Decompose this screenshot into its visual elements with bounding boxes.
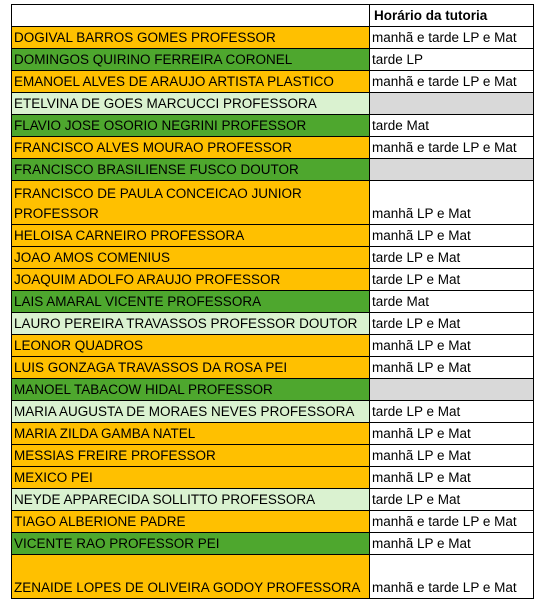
school-name-cell: LEONOR QUADROS [12, 335, 370, 357]
school-name-cell: ETELVINA DE GOES MARCUCCI PROFESSORA [12, 93, 370, 115]
school-name-cell: MARIA ZILDA GAMBA NATEL [12, 423, 370, 445]
tutoring-schedule-cell: manhã LP e Mat [370, 357, 534, 379]
table-header-row [12, 5, 534, 27]
table-row [12, 423, 534, 445]
school-name-cell: FRANCISCO DE PAULA CONCEICAO JUNIOR PROFESSOR [12, 181, 370, 225]
table-row [12, 137, 534, 159]
school-name-cell: EMANOEL ALVES DE ARAUJO ARTISTA PLASTICO [12, 71, 370, 93]
tutoring-schedule-cell: tarde LP e Mat [370, 489, 534, 511]
tutoring-schedule-cell: tarde Mat [370, 291, 534, 313]
header-name-column [12, 5, 370, 27]
table-row [12, 533, 534, 555]
school-name-cell: FRANCISCO ALVES MOURAO PROFESSOR [12, 137, 370, 159]
tutoring-schedule-cell: tarde Mat [370, 115, 534, 137]
school-name-cell: MESSIAS FREIRE PROFESSOR [12, 445, 370, 467]
tutoring-schedule-cell: manhã LP e Mat [370, 181, 534, 225]
tutoring-schedule-cell: tarde LP e Mat [370, 313, 534, 335]
table-body [12, 27, 534, 599]
school-name-cell: DOGIVAL BARROS GOMES PROFESSOR [12, 27, 370, 49]
tutoring-schedule-cell: tarde LP e Mat [370, 401, 534, 423]
school-name-cell: JOAQUIM ADOLFO ARAUJO PROFESSOR [12, 269, 370, 291]
school-name-cell: LAURO PEREIRA TRAVASSOS PROFESSOR DOUTOR [12, 313, 370, 335]
tutoring-schedule-cell: manhã e tarde LP e Mat [370, 27, 534, 49]
table-row [12, 49, 534, 71]
tutoring-schedule-cell: manhã e tarde LP e Mat [370, 71, 534, 93]
table-row [12, 291, 534, 313]
table-row [12, 247, 534, 269]
school-name-cell: MANOEL TABACOW HIDAL PROFESSOR [12, 379, 370, 401]
tutoring-schedule-cell: manhã LP e Mat [370, 423, 534, 445]
table-row [12, 445, 534, 467]
school-name-cell: LUIS GONZAGA TRAVASSOS DA ROSA PEI [12, 357, 370, 379]
tutoring-schedule-cell [370, 379, 534, 401]
school-name-cell: HELOISA CARNEIRO PROFESSORA [12, 225, 370, 247]
table-row [12, 511, 534, 533]
school-name-cell: JOAO AMOS COMENIUS [12, 247, 370, 269]
header-schedule-column: Horário da tutoria [370, 5, 534, 27]
tutoring-schedule-table [11, 4, 534, 599]
school-name-cell: TIAGO ALBERIONE PADRE [12, 511, 370, 533]
school-name-cell: NEYDE APPARECIDA SOLLITTO PROFESSORA [12, 489, 370, 511]
tutoring-schedule-cell [370, 159, 534, 181]
tutoring-schedule-cell: manhã LP e Mat [370, 445, 534, 467]
school-name-cell: MARIA AUGUSTA DE MORAES NEVES PROFESSORA [12, 401, 370, 423]
tutoring-schedule-cell: manhã LP e Mat [370, 335, 534, 357]
tutoring-schedule-cell: tarde LP [370, 49, 534, 71]
table-row [12, 27, 534, 49]
school-name-cell: VICENTE RAO PROFESSOR PEI [12, 533, 370, 555]
table-row [12, 489, 534, 511]
table-row [12, 269, 534, 291]
table-row [12, 115, 534, 137]
table-row [12, 93, 534, 115]
school-name-cell: FLAVIO JOSE OSORIO NEGRINI PROFESSOR [12, 115, 370, 137]
school-name-cell: LAIS AMARAL VICENTE PROFESSORA [12, 291, 370, 313]
tutoring-schedule-cell: manhã LP e Mat [370, 225, 534, 247]
tutoring-schedule-cell: manhã LP e Mat [370, 533, 534, 555]
tutoring-schedule-cell: manhã LP e Mat [370, 467, 534, 489]
table-row [12, 313, 534, 335]
table-row [12, 401, 534, 423]
tutoring-schedule-cell: tarde LP e Mat [370, 247, 534, 269]
tutoring-schedule-cell: manhã e tarde LP e Mat [370, 555, 534, 599]
table-row [12, 555, 534, 599]
school-name-cell: MEXICO PEI [12, 467, 370, 489]
table-row [12, 357, 534, 379]
tutoring-schedule-cell: manhã e tarde LP e Mat [370, 511, 534, 533]
table-row [12, 71, 534, 93]
school-name-cell: FRANCISCO BRASILIENSE FUSCO DOUTOR [12, 159, 370, 181]
table-row [12, 225, 534, 247]
tutoring-schedule-cell: manhã e tarde LP e Mat [370, 137, 534, 159]
table-row [12, 181, 534, 225]
school-name-cell: ZENAIDE LOPES DE OLIVEIRA GODOY PROFESSORA [12, 555, 370, 599]
table-row [12, 379, 534, 401]
table-row [12, 159, 534, 181]
school-name-cell: DOMINGOS QUIRINO FERREIRA CORONEL [12, 49, 370, 71]
table-row [12, 335, 534, 357]
table-row [12, 467, 534, 489]
tutoring-schedule-cell: tarde LP e Mat [370, 269, 534, 291]
tutoring-schedule-cell [370, 93, 534, 115]
